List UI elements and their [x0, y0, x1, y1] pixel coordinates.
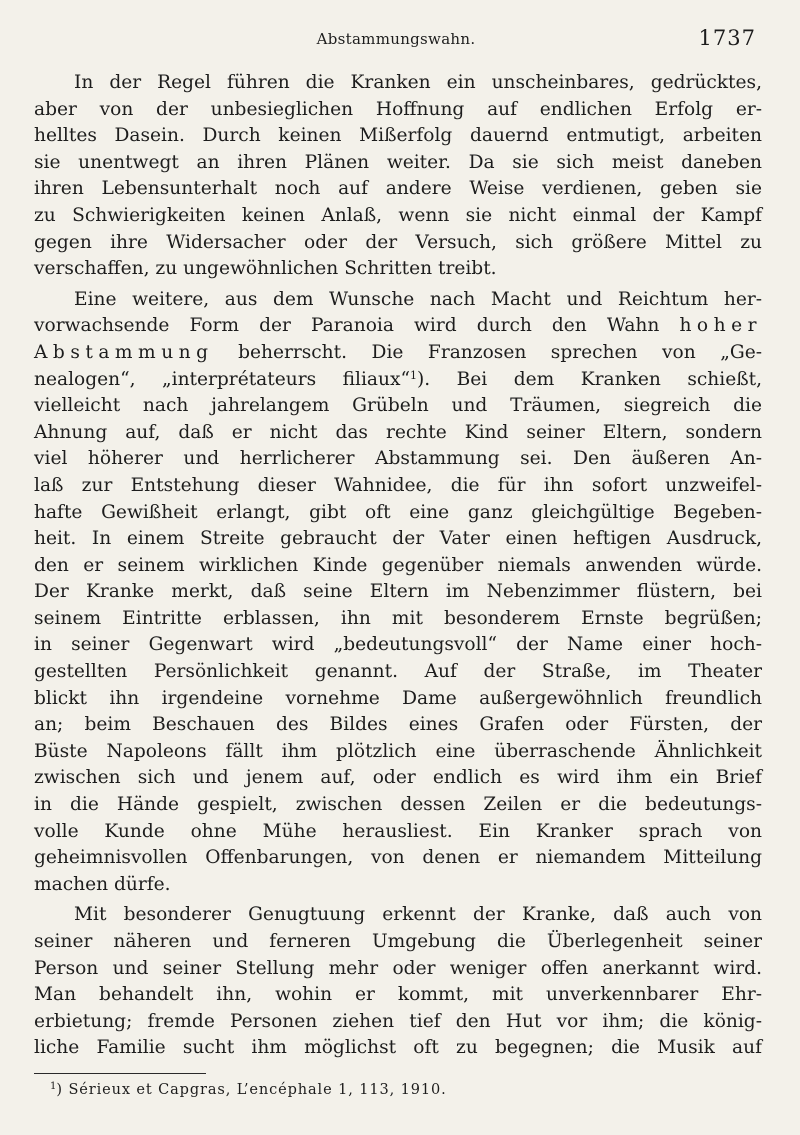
text-line: Der Kranke merkt, daß seine Eltern im Nebenzimmer flüstern, bei: [34, 581, 762, 603]
text-line: liche Familie sucht ihm möglichst oft zu begegnen; die Musik auf: [34, 1037, 762, 1059]
text-line: geheimnisvollen Offenbarungen, von denen er niemandem Mitteilung: [34, 847, 762, 869]
body-text: [34, 70, 762, 1062]
page-number: 1737: [698, 26, 756, 50]
text-line: an; beim Beschauen des Bildes eines Grafen oder Fürsten, der: [34, 714, 762, 736]
text-line: in die Hände gespielt, zwischen dessen Zeilen er die bedeutungs-: [34, 794, 762, 816]
paragraph-3: [34, 902, 762, 1062]
text-line: erbietung; fremde Personen ziehen tief den Hut vor ihm; die könig-: [34, 1010, 762, 1032]
text-line: Person und seiner Stellung mehr oder weniger offen anerkannt wird.: [34, 957, 762, 979]
text-line: heit. In einem Streite gebraucht der Vater einen heftigen Ausdruck,: [34, 528, 762, 550]
text-line: [34, 313, 762, 340]
text-line: seinem Eintritte erblassen, ihn mit besonderem Ernste begrüßen;: [34, 607, 762, 629]
page-header: [34, 26, 758, 56]
text-line: laß zur Entstehung dieser Wahnidee, die für ihn sofort unzweifel-: [34, 474, 762, 496]
text-line: Ahnung auf, daß er nicht das rechte Kind seiner Eltern, sondern: [34, 421, 762, 443]
footnote-divider: [34, 1073, 206, 1074]
text-segment: nealogen“, „interprétateurs filiaux“: [34, 368, 410, 390]
emphasized-text: Abstammung: [34, 341, 214, 363]
text-segment: vorwachsende Form der Paranoia wird durch den Wahn: [34, 315, 660, 337]
footnote-marker: 1: [50, 1081, 57, 1092]
paragraph-1: [34, 70, 762, 283]
text-line: Büste Napoleons fällt ihm plötzlich eine überraschende Ähnlichkeit: [34, 740, 762, 762]
footnote: [50, 1082, 447, 1098]
text-segment: ). Bei dem Kranken schießt,: [416, 368, 763, 390]
text-line: gegen ihre Widersacher oder der Versuch, sich größere Mittel zu: [34, 231, 762, 253]
text-line: zwischen sich und jenem auf, oder endlich es wird ihm ein Brief: [34, 767, 762, 789]
text-line: blickt ihn irgendeine vornehme Dame außergewöhnlich freundlich: [34, 687, 762, 709]
text-line: aber von der unbesieglichen Hoffnung auf endlichen Erfolg er-: [34, 98, 762, 120]
text-line: vielleicht nach jahrelangem Grübeln und Träumen, siegreich die: [34, 395, 762, 417]
text-line: helltes Dasein. Durch keinen Mißerfolg dauernd entmutigt, arbeiten: [34, 125, 762, 147]
text-line: [34, 367, 762, 394]
running-title: Abstammungswahn.: [316, 30, 476, 48]
text-line: den er seinem wirklichen Kinde gegenüber niemals anwenden würde.: [34, 554, 762, 576]
text-line: Eine weitere, aus dem Wunsche nach Macht und Reichtum her-: [74, 288, 762, 310]
footnote-reference[interactable]: 1: [409, 368, 417, 382]
text-line: gestellten Persönlichkeit genannt. Auf der Straße, im Theater: [34, 661, 762, 683]
emphasized-text: hoher: [679, 315, 762, 337]
paragraph-2: [34, 287, 762, 899]
text-line: Man behandelt ihn, wohin er kommt, mit unverkennbarer Ehr-: [34, 984, 762, 1006]
text-line: [34, 340, 762, 367]
footnote-text: ) Sérieux et Capgras, L’encéphale 1, 113, 1910.: [56, 1082, 447, 1098]
text-line: Mit besonderer Genugtuung erkennt der Kranke, daß auch von: [74, 904, 762, 926]
text-line: viel höherer und herrlicherer Abstammung sei. Den äußeren An-: [34, 448, 762, 470]
text-line: sie unentwegt an ihren Plänen weiter. Da sie sich meist daneben: [34, 151, 762, 173]
text-line: zu Schwierigkeiten keinen Anlaß, wenn sie nicht einmal der Kampf: [34, 204, 762, 226]
text-line: In der Regel führen die Kranken ein unscheinbares, gedrücktes,: [74, 72, 762, 93]
text-line: in seiner Gegenwart wird „bedeutungsvoll“ der Name einer hoch-: [34, 634, 762, 656]
text-line: seiner näheren und ferneren Umgebung die Überlegenheit seiner: [34, 931, 762, 952]
text-line: hafte Gewißheit erlangt, gibt oft eine ganz gleichgültige Begeben-: [34, 501, 762, 523]
text-segment: beherrscht. Die Franzosen sprechen von „Ge-: [213, 341, 762, 363]
text-line: volle Kunde ohne Mühe herausliest. Ein Kranker sprach von: [34, 820, 762, 842]
text-line: verschaffen, zu ungewöhnlichen Schritten treibt.: [34, 258, 497, 280]
text-line: machen dürfe.: [34, 873, 171, 895]
text-line: ihren Lebensunterhalt noch auf andere Weise verdienen, geben sie: [34, 178, 762, 200]
